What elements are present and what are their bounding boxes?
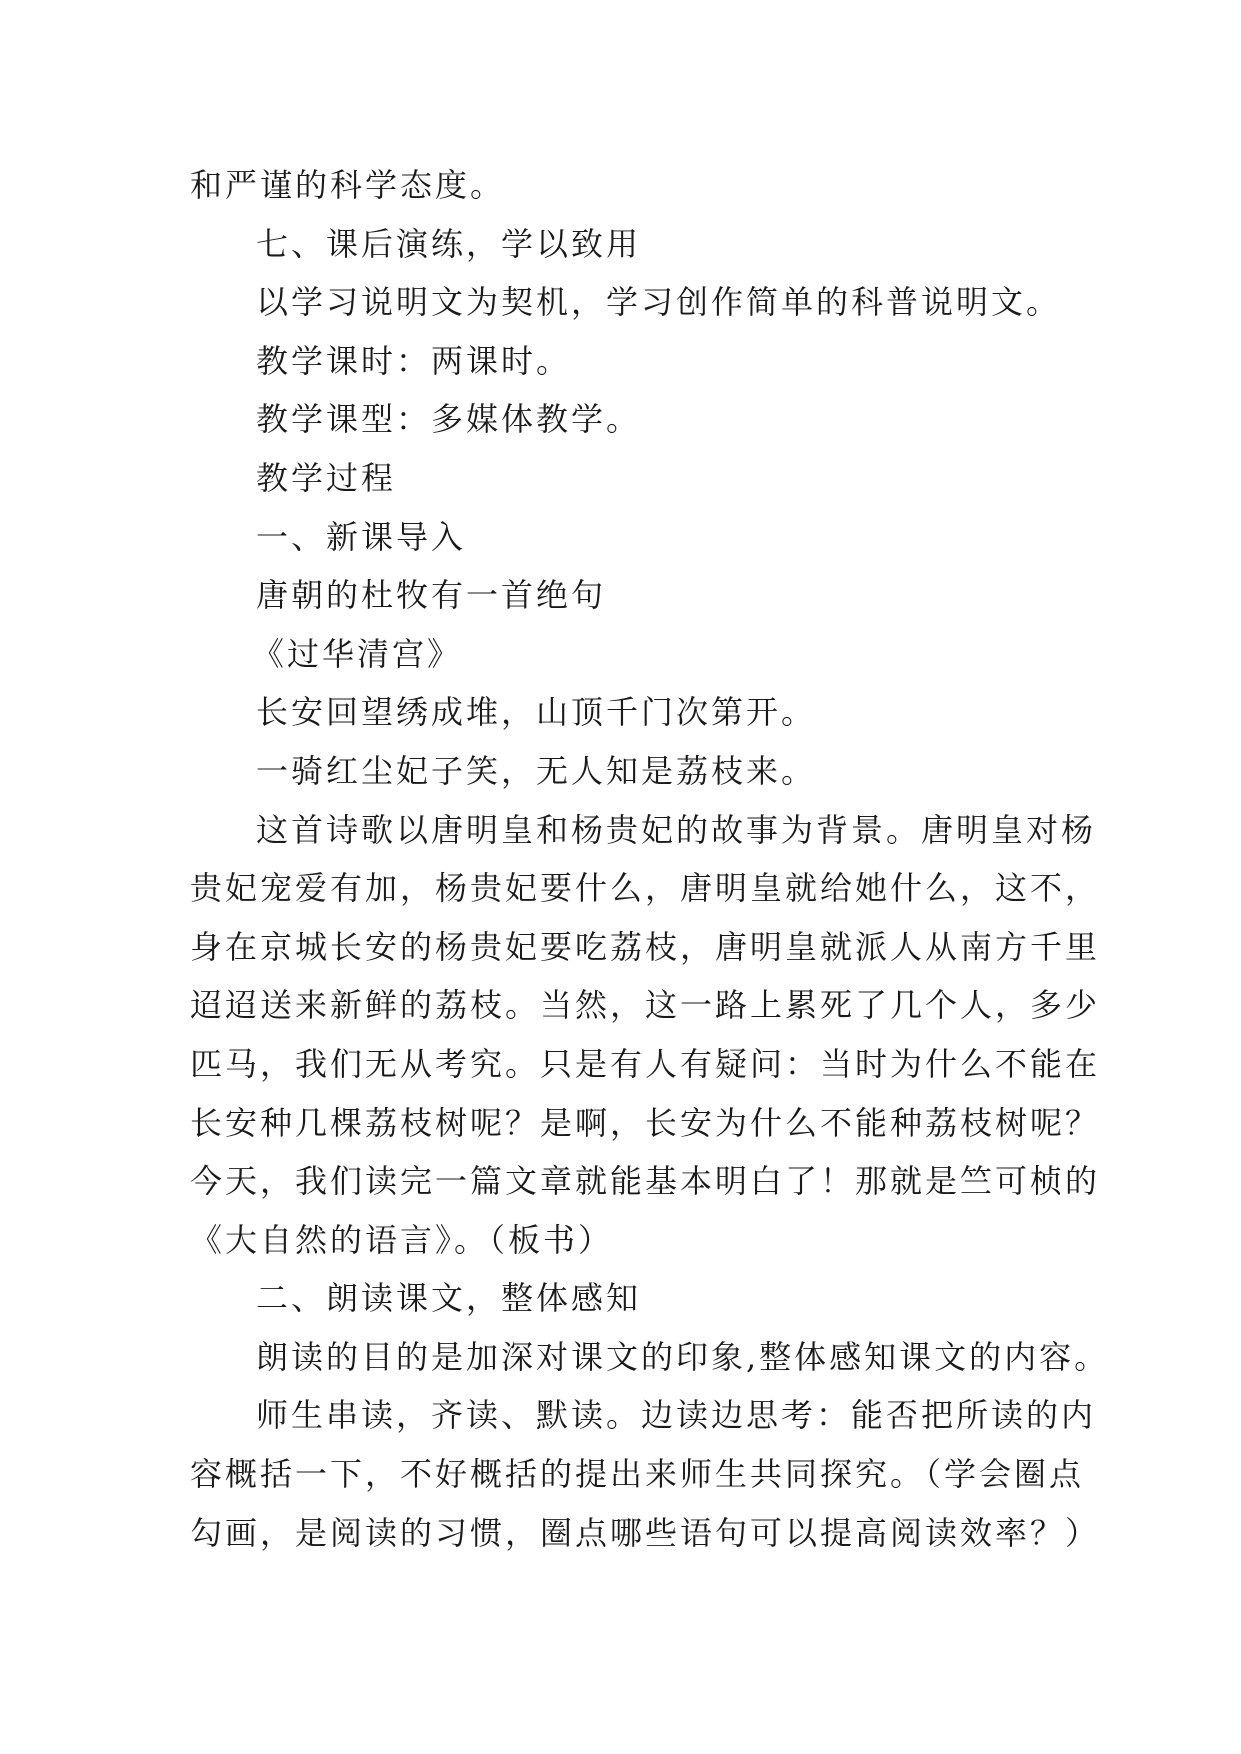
document-body [190, 156, 1110, 1562]
paragraph-line: 这首诗歌以唐明皇和杨贵妃的故事为背景。唐明皇对杨 [256, 810, 1097, 849]
paragraph-line: 迢迢送来新鲜的荔枝。当然，这一路上累死了几个人，多少 [190, 986, 1101, 1025]
text-line: 以学习说明文为契机，学习创作简单的科普说明文。 [256, 283, 1062, 322]
text-line: 和严谨的科学态度。 [190, 166, 506, 204]
paragraph-line: 勾画，是阅读的习惯，圈点哪些语句可以提高阅读效率？） [190, 1513, 1101, 1552]
paragraph-line: 师生串读，齐读、默读。边读边思考：能否把所读的内 [256, 1396, 1097, 1435]
paragraph-line: 《大自然的语言》。（板书） [190, 1220, 614, 1259]
paragraph-line: 匹马，我们无从考究。只是有人有疑问：当时为什么不能在 [190, 1044, 1101, 1083]
text-line: 教学课时：两课时。 [256, 341, 572, 380]
text-line: 教学课型：多媒体教学。 [256, 400, 642, 439]
text-line: 朗读的目的是加深对课文的印象,整体感知课文的内容。 [256, 1337, 1110, 1376]
paragraph-line: 容概括一下，不好概括的提出来师生共同探究。（学会圈点 [190, 1455, 1085, 1494]
poem-line: 一骑红尘妃子笑，无人知是荔枝来。 [256, 751, 817, 790]
section-heading: 一、新课导入 [256, 517, 467, 556]
text-line: 唐朝的杜牧有一首绝句 [256, 576, 607, 615]
paragraph-line: 身在京城长安的杨贵妃要吃荔枝，唐明皇就派人从南方千里 [190, 927, 1101, 966]
section-heading: 二、朗读课文，整体感知 [256, 1279, 642, 1318]
section-heading: 教学过程 [256, 458, 397, 497]
poem-title: 《过华清宫》 [252, 634, 463, 673]
paragraph-line: 长安种几棵荔枝树呢？是啊，长安为什么不能种荔枝树呢？ [190, 1103, 1101, 1142]
poem-line: 长安回望绣成堆，山顶千门次第开。 [256, 693, 817, 732]
section-heading: 七、课后演练，学以致用 [256, 224, 642, 263]
paragraph-line: 贵妃宠爱有加，杨贵妃要什么，唐明皇就给她什么，这不， [190, 869, 1101, 908]
paragraph-line: 今天，我们读完一篇文章就能基本明白了！那就是竺可桢的 [190, 1162, 1101, 1201]
